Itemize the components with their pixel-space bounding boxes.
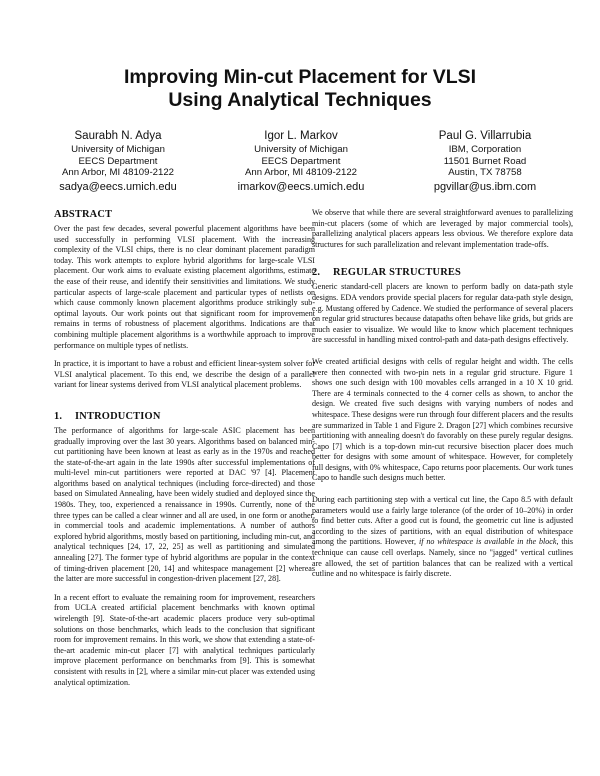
author-department: 11501 Burnet Road: [443, 155, 527, 167]
author-3: [390, 128, 580, 195]
author-address: Ann Arbor, MI 48109-2122: [61, 167, 174, 178]
author-address: Austin, TX 78758: [448, 167, 522, 178]
author-affiliation: University of Michigan: [254, 144, 348, 155]
introduction-heading: [54, 410, 315, 423]
paper-title: [0, 66, 600, 112]
author-email[interactable]: pgvillar@us.ibm.com: [433, 180, 537, 193]
author-affiliation: University of Michigan: [71, 144, 165, 155]
section-spacer: [312, 258, 573, 266]
introduction-paragraph: In a recent effort to evaluate the remaining room for improvement, researchers from UCLA created artificial placement benchmarks with known optimal wirelength [9]. State-of-the-art academic placers produce very sub-optimal solutions on those benchmarks, which leads to the conclusion that significant room for improvement remains. In this work, we show that extending a state-of-the-art academic min-cut placer [7] with analytical techniques particularly improve placement performance on benchmarks from [9]. This is somewhat consistent with results in [2], where a similar min-cut placer was extended using analytical optimization.: [54, 592, 315, 687]
author-1: [23, 128, 213, 195]
author-email[interactable]: sadya@eecs.umich.edu: [59, 180, 177, 193]
regular-structures-paragraph: Generic standard-cell placers are known to perform badly on data-path style designs. EDA vendors provide special placers for regular data-path style design, e.g. Mustang offered by Cadence. We studied the performance of several placers on regular grid structures because datapaths often behave like grids, but grids are much easier to visualize. We would like to know which placement techniques are successful in handling mixed control-path and data-path designs effectively.: [312, 282, 573, 345]
author-name: Saurabh N. Adya: [74, 130, 162, 142]
section-spacer: [54, 402, 315, 410]
left-column: [54, 208, 315, 696]
regular-structures-heading: [312, 266, 573, 279]
introduction-paragraph: The performance of algorithms for large-scale ASIC placement has been gradually improving over the last 30 years. Algorithms based on balanced min-cut partitioning have been known at least as early as in the 1970s and reached the state-of-the-art again in the late 1990s after successful implementations of multi-level min-cut partitioners were reported at DAC '97 [4]. Placement algorithms based on analytical techniques (including force-directed) and those based on Simulated Annealing, have been widely studied and deployed since the 1980s. They, too, experienced a renaissance in 1990s. Currently, none of the three types can be called a clear winner and all are used, in one form or another, in commercial tools and academic implementations. A number of authors explored hybrid algorithms, mostly based on partitioning, including min-cut, and analytical techniques [24, 17, 22, 25] as well as partitioning and simulated annealing [27]. The former type of hybrid algorithms are popular in the context of timing-driven placement [20, 14] and whitespace management [2] whereas the latter are more successful in congestion-driven placement [27, 28].: [54, 425, 315, 584]
author-2: [206, 128, 396, 195]
abstract-heading: ABSTRACT: [54, 209, 113, 220]
paragraph-text: During each partitioning step with a vertical cut line, the Capo 8.5 with default parameters would use a fairly large tolerance (of the order of 10–20%) in order to find better cuts. After a good cut is found, the geometric cut line is adjusted according to the sizes of partitions, with an equal distribution of whitespace among the partitions. However,: [312, 495, 573, 547]
title-line-1: Improving Min-cut Placement for VLSI: [123, 66, 477, 88]
section-number: 1.: [54, 410, 63, 422]
author-email[interactable]: imarkov@eecs.umich.edu: [237, 180, 365, 193]
author-name: Igor L. Markov: [264, 130, 338, 142]
author-address: Ann Arbor, MI 48109-2122: [244, 167, 357, 178]
section-number: 2.: [312, 267, 321, 279]
right-column: [312, 208, 573, 588]
abstract-paragraph: Over the past few decades, several powerful placement algorithms have been used successfully in performing VLSI placement. With the increasing complexity of the VLSI chips, there is no clear dominant placement paradigm today. This work attempts to explore hybrid algorithms for large-scale VLSI placement. Our work aims to evaluate existing placement algorithms, estimate the ease of their reuse, and identify their sensitivities and limitations. We study particular aspects of large-scale placement and particular types of netlists on which cause commonly known placement algorithms produce strikingly sub-optimal layouts. Our work points out that significant room for improvement remains in terms of robustness of placement algorithms. Indications are that combining multiple placement algorithms is a worthwhile approach to improve performance on multiple types of netlists.: [54, 224, 315, 350]
regular-structures-paragraph: [312, 495, 573, 580]
emphasized-text: if no whitespace is available in the block: [418, 537, 557, 547]
title-line-2: Using Analytical Techniques: [168, 89, 432, 111]
section-title: REGULAR STRUCTURES: [333, 267, 462, 279]
author-department: EECS Department: [78, 155, 158, 167]
author-name: Paul G. Villarrubia: [438, 130, 532, 142]
author-affiliation: IBM, Corporation: [448, 144, 522, 155]
author-department: EECS Department: [261, 155, 341, 167]
section-title: INTRODUCTION: [75, 410, 161, 422]
regular-structures-paragraph: We created artificial designs with cells of regular height and width. The cells were then connected with two-pin nets in a regular grid structure. Figure 1 shows one such design with 100 movables cells arranged in a 10 X 10 grid. There are 4 terminals connected to the 4 corner cells as shown, to anchor the design. We created five such designs with varying numbers of nodes and whitespace. These designs were run through four different placers and the results are summarized in Table 1 and Figure 2. Dragon [27] which combines recursive partitioning with annealing doesn't do favorably on these purely regular designs. Capo [7] which is a top-down min-cut recursive bisection placer does much better for designs with some amount of whitespace. However, for completely full designs, with 0% whitespace, Capo returns poor placements. Our work tunes Capo to handle such designs much better.: [312, 356, 573, 483]
paragraph-text: , this technique can cause cell overlaps. Namely, since no "jagged" vertical cutlines are allowed, the set of partition balances that can be realized with a vertical cutline and no whitespace is fairly discrete.: [312, 537, 574, 579]
abstract-paragraph: In practice, it is important to have a robust and efficient linear-system solver for VLSI analytical placement. To this end, we describe the design of a parallel variant for linear systems derived from VLSI analytical placement problems.: [54, 359, 315, 390]
introduction-paragraph: We observe that while there are several straightforward avenues to parallelizing min-cut placers (some of which are leveraged by major commercial tools), parallelizing analytical placers appears less obvious. We therefore explore data structures for such parallelization and relevant implementation trade-offs.: [312, 208, 573, 249]
